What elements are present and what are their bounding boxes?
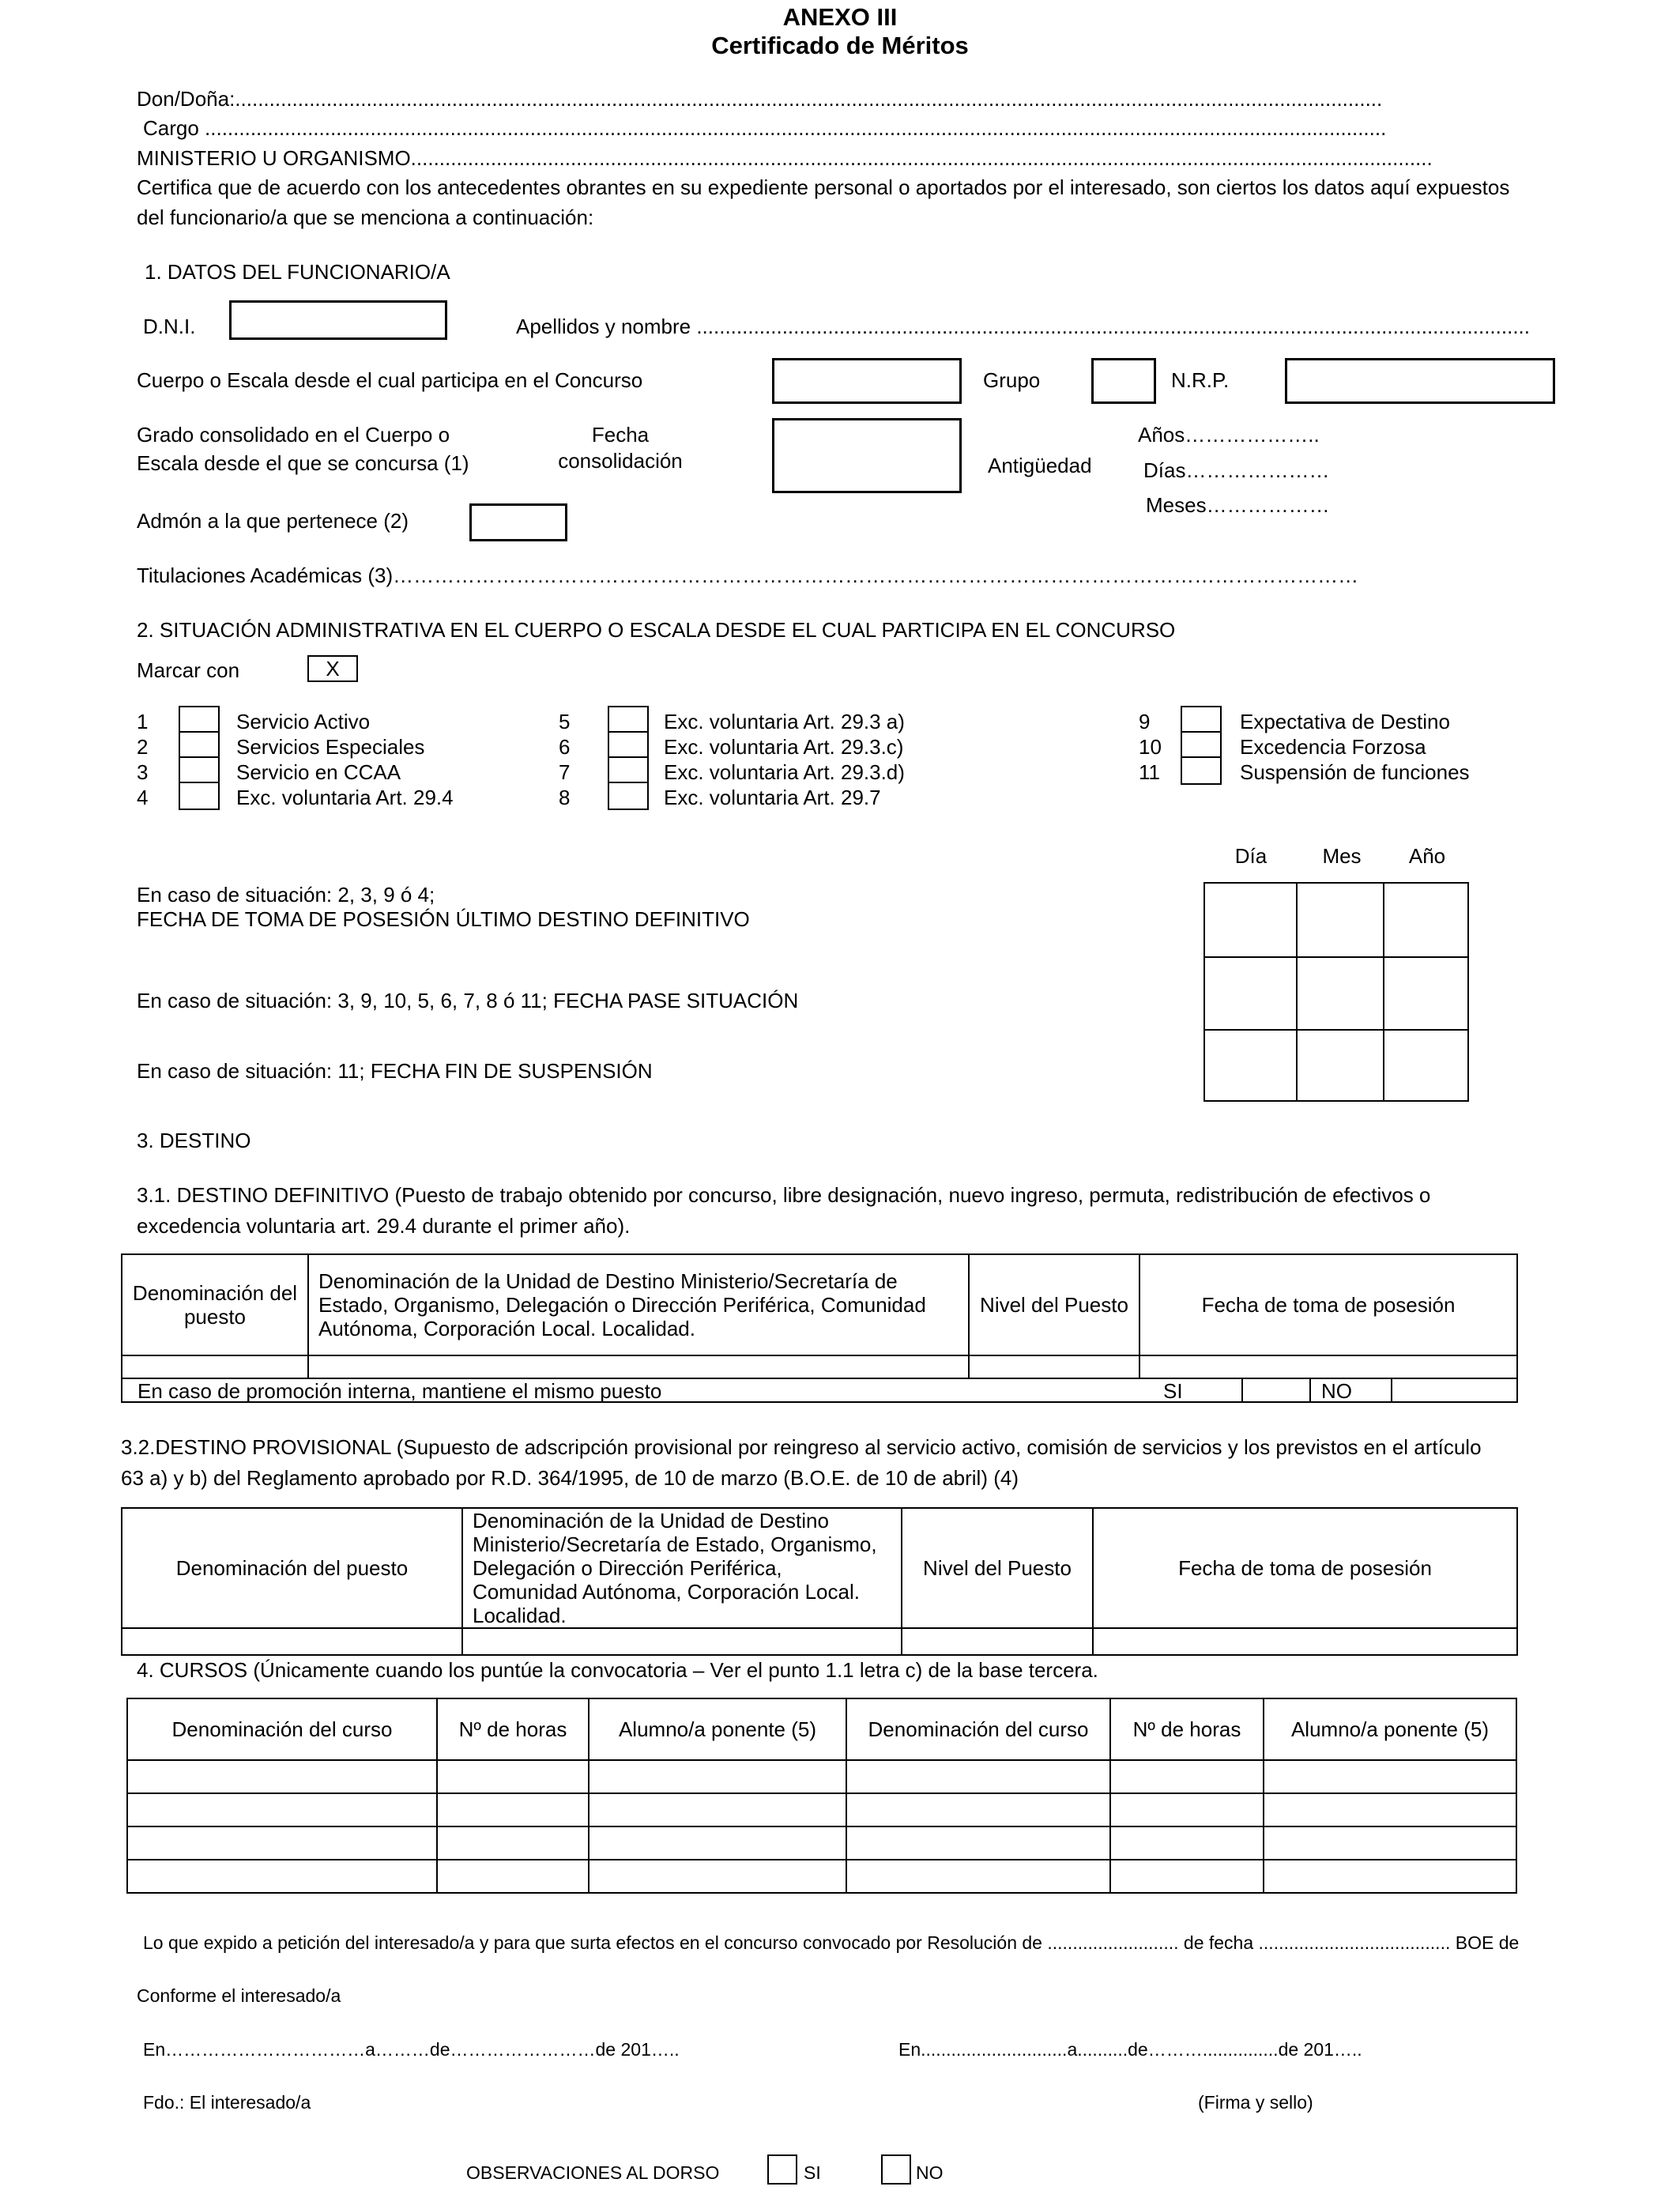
provisional-line1: 3.2.DESTINO PROVISIONAL (Supuesto de adscripción provisional por reingreso al servicio activo, comisión de servicios y los previstos en el artículo	[121, 1435, 1482, 1459]
grupo-input[interactable]	[1091, 358, 1156, 404]
option-9-label: Expectativa de Destino	[1240, 710, 1450, 733]
section2-title: 2. SITUACIÓN ADMINISTRATIVA EN EL CUERPO O ESCALA DESDE EL CUAL PARTICIPA EN EL CONCURSO	[137, 618, 1176, 642]
fecha-fin-ano[interactable]	[1384, 1030, 1468, 1101]
marcar-example-box: X	[307, 655, 358, 682]
caso2-label: En caso de situación: 3, 9, 10, 5, 6, 7, 8 ó 11; FECHA PASE SITUACIÓN	[137, 989, 799, 1012]
t1-cell-unidad[interactable]	[308, 1355, 969, 1379]
t1-header-fecha: Fecha de toma de posesión	[1139, 1254, 1517, 1355]
meses-field[interactable]: Meses………………	[1146, 493, 1330, 517]
section1-title: 1. DATOS DEL FUNCIONARIO/A	[145, 260, 450, 284]
marcar-label: Marcar con	[137, 658, 240, 682]
option-5-number: 5	[559, 710, 571, 733]
option-7-checkbox[interactable]	[608, 756, 649, 785]
option-4-checkbox[interactable]	[179, 782, 220, 810]
option-1-number: 1	[137, 710, 149, 733]
conforme-label: Conforme el interesado/a	[137, 1985, 341, 2006]
cursos-cell[interactable]	[846, 1760, 1110, 1793]
t2-header-unidad: Denominación de la Unidad de Destino Ministerio/Secretaría de Estado, Organismo, Delegación o Dirección Periférica, Comunidad Autónoma, Corporación Local. Localidad.	[462, 1508, 902, 1628]
option-3-label: Servicio en CCAA	[236, 760, 401, 784]
cursos-header-alumno-2: Alumno/a ponente (5)	[1264, 1698, 1516, 1760]
option-10-number: 10	[1139, 735, 1162, 759]
ano-header: Año	[1408, 844, 1446, 868]
cursos-header-horas-1: Nº de horas	[437, 1698, 589, 1760]
fecha-label-1: Fecha	[591, 423, 650, 447]
promocion-no-label: NO	[1321, 1379, 1352, 1403]
cursos-table	[126, 1698, 1517, 1894]
cursos-cell[interactable]	[1264, 1760, 1516, 1793]
grado-input[interactable]	[772, 418, 962, 493]
dni-input[interactable]	[229, 300, 447, 340]
cursos-cell[interactable]	[127, 1826, 437, 1860]
cursos-header-denominacion-1: Denominación del curso	[127, 1698, 437, 1760]
option-4-number: 4	[137, 786, 149, 809]
destino-definitivo-table	[121, 1253, 1518, 1380]
admon-input[interactable]	[469, 503, 567, 541]
option-6-checkbox[interactable]	[608, 731, 649, 760]
observaciones-si-checkbox[interactable]	[767, 2154, 797, 2185]
cuerpo-input[interactable]	[772, 358, 962, 404]
page-title: Certificado de Méritos	[711, 32, 969, 59]
option-7-label: Exc. voluntaria Art. 29.3.d)	[664, 760, 905, 784]
option-6-number: 6	[559, 735, 571, 759]
table-row	[127, 1860, 1516, 1893]
ministerio-field[interactable]: MINISTERIO U ORGANISMO...................................................................................................................................................................................	[137, 146, 1433, 170]
option-1-checkbox[interactable]	[179, 706, 220, 734]
cursos-cell[interactable]	[1264, 1793, 1516, 1826]
t2-cell-puesto[interactable]	[122, 1628, 462, 1655]
table-row	[127, 1826, 1516, 1860]
option-1-label: Servicio Activo	[236, 710, 371, 733]
t1-header-puesto: Denominación del puesto	[122, 1254, 308, 1355]
option-10-label: Excedencia Forzosa	[1240, 735, 1426, 759]
t1-cell-nivel[interactable]	[969, 1355, 1139, 1379]
cursos-cell[interactable]	[589, 1793, 846, 1826]
cursos-cell[interactable]	[1110, 1826, 1264, 1860]
option-5-checkbox[interactable]	[608, 706, 649, 734]
table-row	[127, 1760, 1516, 1793]
cursos-cell[interactable]	[846, 1793, 1110, 1826]
option-10-checkbox[interactable]	[1181, 731, 1222, 760]
dias-field[interactable]: Días…………………	[1143, 458, 1330, 482]
promocion-si-label: SI	[1163, 1379, 1183, 1403]
observaciones-si-label: SI	[804, 2162, 821, 2183]
cursos-cell[interactable]	[437, 1760, 589, 1793]
option-7-number: 7	[559, 760, 571, 784]
fecha-pase-ano[interactable]	[1384, 957, 1468, 1030]
nrp-label: N.R.P.	[1171, 368, 1230, 392]
antiguedad-label: Antigüedad	[988, 454, 1092, 477]
promocion-si-box[interactable]	[1241, 1378, 1311, 1403]
cursos-header-alumno-1: Alumno/a ponente (5)	[589, 1698, 846, 1760]
section3-title: 3. DESTINO	[137, 1129, 251, 1152]
cursos-cell[interactable]	[1110, 1860, 1264, 1893]
cursos-cell[interactable]	[437, 1826, 589, 1860]
t1-header-nivel: Nivel del Puesto	[969, 1254, 1139, 1355]
grado-label-2: Escala desde el que se concursa (1)	[137, 451, 469, 475]
t1-cell-puesto[interactable]	[122, 1355, 308, 1379]
fecha-posesion-dia[interactable]	[1204, 883, 1297, 957]
option-9-checkbox[interactable]	[1181, 706, 1222, 734]
promocion-no-box[interactable]	[1392, 1378, 1518, 1403]
don-field[interactable]: Don/Doña:.........................................................................................................................................................................................................	[137, 87, 1383, 111]
cursos-cell[interactable]	[127, 1793, 437, 1826]
table-row	[127, 1793, 1516, 1826]
cursos-cell[interactable]	[1110, 1793, 1264, 1826]
fecha-posesion-mes[interactable]	[1297, 883, 1384, 957]
lugar-fecha-organismo[interactable]: En.............................a..........de………...............de 201…..	[898, 2039, 1362, 2060]
t2-header-nivel: Nivel del Puesto	[902, 1508, 1093, 1628]
firma-interesado-label: Fdo.: El interesado/a	[143, 2092, 311, 2113]
dia-header: Día	[1234, 844, 1268, 868]
t2-cell-fecha[interactable]	[1093, 1628, 1517, 1655]
fecha-fin-dia[interactable]	[1204, 1030, 1297, 1101]
t2-cell-nivel[interactable]	[902, 1628, 1093, 1655]
admon-label: Admón a la que pertenece (2)	[137, 509, 409, 533]
option-5-label: Exc. voluntaria Art. 29.3 a)	[664, 710, 905, 733]
cuerpo-label: Cuerpo o Escala desde el cual participa en el Concurso	[137, 368, 643, 392]
fecha-pase-dia[interactable]	[1204, 957, 1297, 1030]
apellidos-field[interactable]: Apellidos y nombre ..................................................................................................................................................	[516, 315, 1530, 338]
grado-label-1: Grado consolidado en el Cuerpo o	[137, 423, 450, 447]
observaciones-no-label: NO	[916, 2162, 944, 2183]
t1-header-unidad: Denominación de la Unidad de Destino Ministerio/Secretaría de Estado, Organismo, Delegación o Dirección Periférica, Comunidad Autónoma, Corporación Local. Localidad.	[308, 1254, 969, 1355]
cursos-cell[interactable]	[589, 1826, 846, 1860]
lugar-fecha-interesado[interactable]: En……………………………a………de……………………de 201…..	[143, 2039, 680, 2060]
definitivo-line2: excedencia voluntaria art. 29.4 durante el primer año).	[137, 1214, 631, 1238]
caso1-line2: FECHA DE TOMA DE POSESIÓN ÚLTIMO DESTINO DEFINITIVO	[137, 907, 750, 931]
provisional-line2: 63 a) y b) del Reglamento aprobado por R.D. 364/1995, de 10 de marzo (B.O.E. de 10 de abril) (4)	[121, 1466, 1019, 1490]
definitivo-line1: 3.1. DESTINO DEFINITIVO (Puesto de trabajo obtenido por concurso, libre designación, nuevo ingreso, permuta, redistribución de efectivos o	[137, 1183, 1431, 1207]
cursos-cell[interactable]	[437, 1793, 589, 1826]
option-3-number: 3	[137, 760, 149, 784]
option-8-checkbox[interactable]	[608, 782, 649, 810]
cursos-cell[interactable]	[1110, 1760, 1264, 1793]
option-8-number: 8	[559, 786, 571, 809]
cursos-cell[interactable]	[127, 1860, 437, 1893]
caso1-line1: En caso de situación: 2, 3, 9 ó 4;	[137, 883, 435, 907]
expido-text: Lo que expido a petición del interesado/a y para que surta efectos en el concurso convocado por Resolución de .......................... de fecha ...................................... BOE de	[143, 1932, 1520, 1953]
dni-label: D.N.I.	[143, 315, 196, 338]
cargo-field[interactable]: Cargo ...............................................................................................................................................................................................................	[143, 116, 1387, 140]
fecha-pase-mes[interactable]	[1297, 957, 1384, 1030]
option-11-checkbox[interactable]	[1181, 756, 1222, 785]
grupo-label: Grupo	[983, 368, 1041, 392]
titulaciones-field[interactable]: Titulaciones Académicas (3)……………………………………………………………………………………………………………………………	[137, 564, 1359, 587]
observaciones-no-checkbox[interactable]	[881, 2154, 911, 2185]
cursos-cell[interactable]	[589, 1760, 846, 1793]
caso3-label: En caso de situación: 11; FECHA FIN DE SUSPENSIÓN	[137, 1059, 653, 1083]
date-grid	[1203, 882, 1469, 1102]
cursos-cell[interactable]	[127, 1760, 437, 1793]
cursos-cell[interactable]	[846, 1826, 1110, 1860]
t2-cell-unidad[interactable]	[462, 1628, 902, 1655]
fecha-fin-mes[interactable]	[1297, 1030, 1384, 1101]
option-2-number: 2	[137, 735, 149, 759]
cursos-cell[interactable]	[846, 1860, 1110, 1893]
option-6-label: Exc. voluntaria Art. 29.3.c)	[664, 735, 904, 759]
observaciones-label: OBSERVACIONES AL DORSO	[466, 2162, 720, 2183]
fecha-posesion-ano[interactable]	[1384, 883, 1468, 957]
cursos-header-horas-2: Nº de horas	[1110, 1698, 1264, 1760]
nrp-input[interactable]	[1285, 358, 1555, 404]
t2-header-fecha: Fecha de toma de posesión	[1093, 1508, 1517, 1628]
certifica-text-2: del funcionario/a que se menciona a continuación:	[137, 205, 594, 229]
option-4-label: Exc. voluntaria Art. 29.4	[236, 786, 454, 809]
anos-field[interactable]: Años………………..	[1138, 423, 1320, 447]
mes-header: Mes	[1322, 844, 1362, 868]
option-11-label: Suspensión de funciones	[1240, 760, 1470, 784]
cursos-cell[interactable]	[589, 1860, 846, 1893]
option-2-checkbox[interactable]	[179, 731, 220, 760]
promocion-label: En caso de promoción interna, mantiene el mismo puesto	[137, 1379, 662, 1403]
destino-provisional-table	[121, 1507, 1518, 1656]
cursos-cell[interactable]	[1264, 1860, 1516, 1893]
option-2-label: Servicios Especiales	[236, 735, 425, 759]
firma-sello-label: (Firma y sello)	[1198, 2092, 1313, 2113]
option-8-label: Exc. voluntaria Art. 29.7	[664, 786, 881, 809]
t2-header-puesto: Denominación del puesto	[122, 1508, 462, 1628]
cursos-header-denominacion-2: Denominación del curso	[846, 1698, 1110, 1760]
option-3-checkbox[interactable]	[179, 756, 220, 785]
annex-title: ANEXO III	[782, 3, 898, 31]
t1-cell-fecha[interactable]	[1139, 1355, 1517, 1379]
option-9-number: 9	[1139, 710, 1151, 733]
fecha-label-2: consolidación	[558, 449, 683, 473]
cursos-cell[interactable]	[1264, 1826, 1516, 1860]
option-11-number: 11	[1139, 760, 1160, 784]
section4-title: 4. CURSOS (Únicamente cuando los puntúe la convocatoria – Ver el punto 1.1 letra c) de la base tercera.	[137, 1658, 1098, 1682]
certifica-text-1: Certifica que de acuerdo con los antecedentes obrantes en su expediente personal o aportados por el interesado, son ciertos los datos aquí expuestos	[137, 175, 1510, 199]
cursos-cell[interactable]	[437, 1860, 589, 1893]
